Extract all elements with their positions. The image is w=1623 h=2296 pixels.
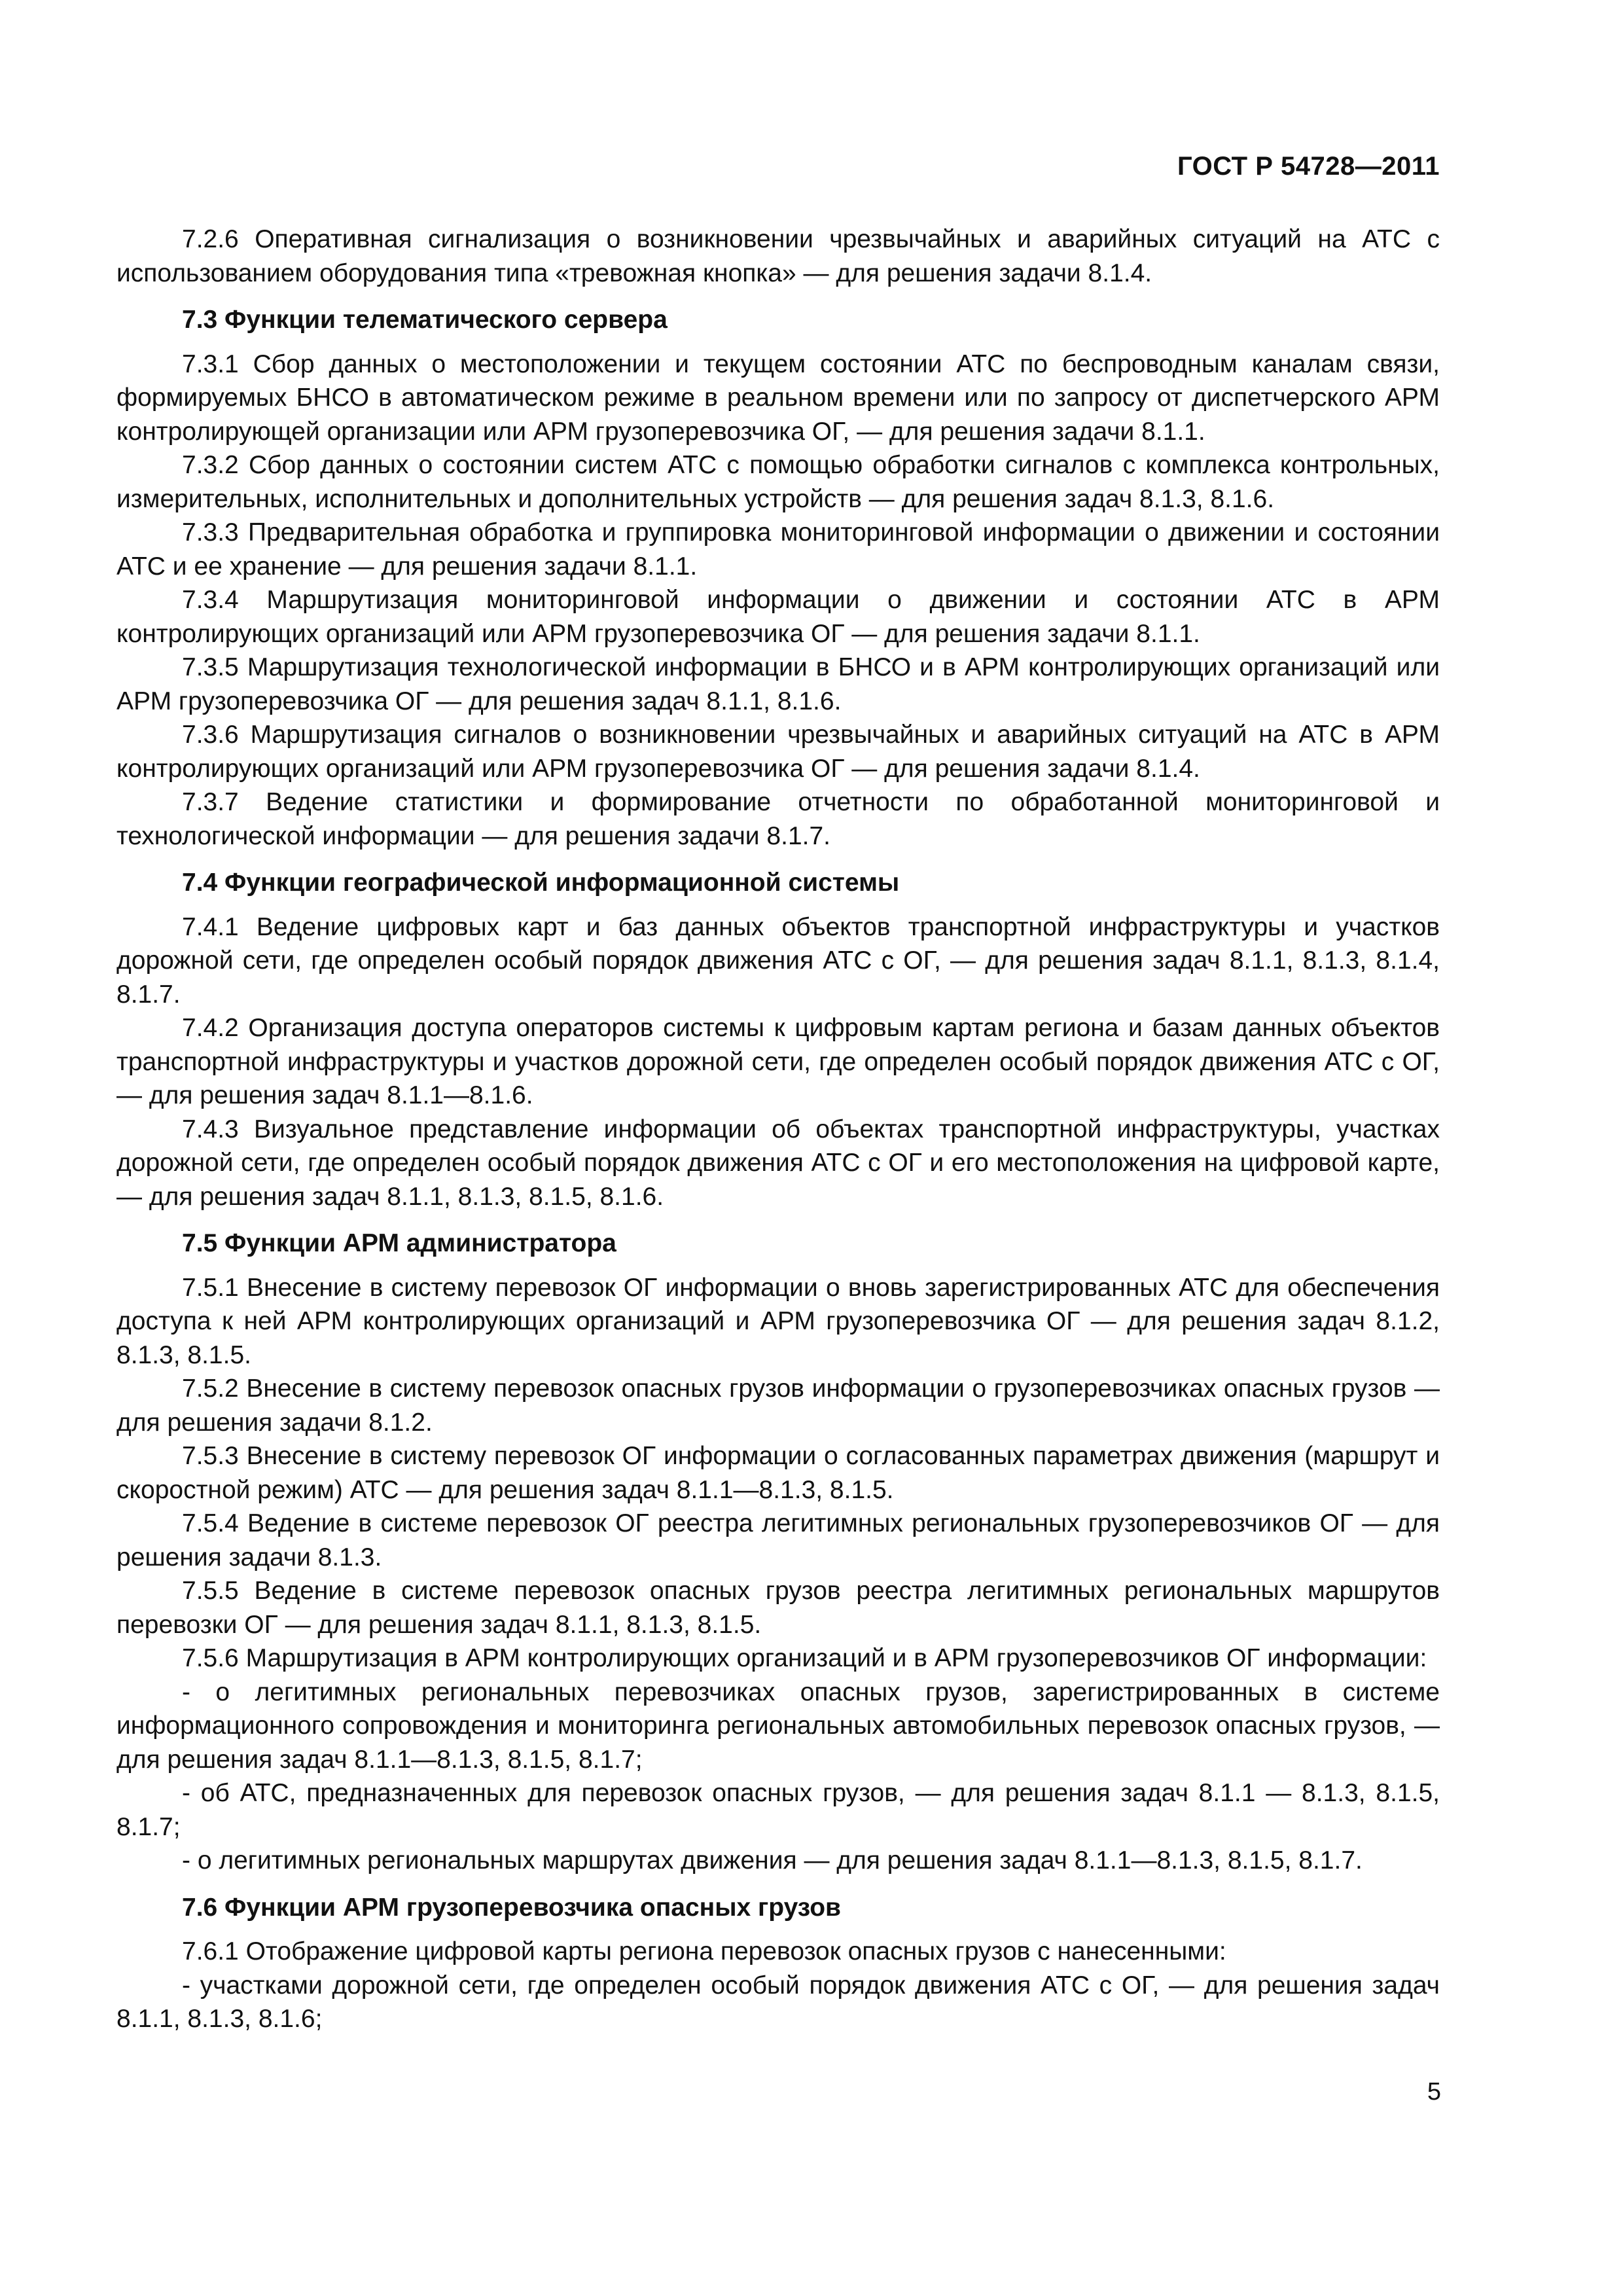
paragraph-7-3-4: 7.3.4 Маршрутизация мониторинговой информации о движении и состоянии АТС в АРМ контролирующих организаций или АРМ грузоперевозчика ОГ — для решения задачи 8.1.1. (116, 586, 1440, 648)
paragraph-7-3-3: 7.3.3 Предварительная обработка и группировка мониторинговой информации о движении и состоянии АТС и ее хранение — для решения задачи 8.1.1. (116, 518, 1440, 581)
section-heading-7-3: 7.3 Функции телематического сервера (182, 306, 668, 334)
document-body (116, 223, 1440, 2036)
paragraph-7-3-7: 7.3.7 Ведение статистики и формирование отчетности по обработанной мониторинговой и технологической информации — для решения задачи 8.1.7. (116, 788, 1440, 850)
list-item-7-5-6-a: - о легитимных региональных перевозчиках опасных грузов, зарегистрированных в системе информационного сопровождения и мониторинга региональных автомобильных перевозок опасных грузов, — для решения задач 8.1.1—8.1.3, 8.1.5, 8.1.7; (116, 1677, 1440, 1774)
paragraph-7-4-2: 7.4.2 Организация доступа операторов системы к цифровым картам региона и базам данных объектов транспортной инфраструктуры и участков дорожной сети, где определен особый порядок движения АТС с ОГ, — для решения задач 8.1.1—8.1.6. (116, 1014, 1440, 1109)
paragraph-7-5-5: 7.5.5 Ведение в системе перевозок опасных грузов реестра легитимных региональных маршрутов перевозки ОГ — для решения задач 8.1.1, 8.1.3, 8.1.5. (116, 1577, 1440, 1639)
list-item-7-5-6-b: - об АТС, предназначенных для перевозок опасных грузов, — для решения задач 8.1.1 — 8.1.3, 8.1.5, 8.1.7; (116, 1779, 1440, 1841)
paragraph-7-2-6: 7.2.6 Оперативная сигнализация о возникновении чрезвычайных и аварийных ситуаций на АТС с использованием оборудования типа «тревожная кнопка» — для решения задачи 8.1.4. (116, 225, 1440, 287)
section-heading-7-6: 7.6 Функции АРМ грузоперевозчика опасных грузов (182, 1893, 841, 1922)
section-heading-7-4: 7.4 Функции географической информационной системы (182, 869, 900, 897)
list-item-7-6-1-a: - участками дорожной сети, где определен особый порядок движения АТС с ОГ, — для решения задач 8.1.1, 8.1.3, 8.1.6; (116, 1971, 1440, 2033)
paragraph-7-5-6: 7.5.6 Маршрутизация в АРМ контролирующих организаций и в АРМ грузоперевозчиков ОГ информации: (182, 1644, 1427, 1672)
paragraph-7-5-1: 7.5.1 Внесение в систему перевозок ОГ информации о вновь зарегистрированных АТС для обеспечения доступа к ней АРМ контролирующих организаций и АРМ грузоперевозчика ОГ — для решения задач 8.1.2, 8.1.3, 8.1.5. (116, 1273, 1440, 1369)
page-number: 5 (1427, 2078, 1441, 2106)
list-item-7-5-6-c: - о легитимных региональных маршрутах движения — для решения задач 8.1.1—8.1.3, 8.1.5, 8.1.7. (182, 1846, 1363, 1874)
paragraph-7-3-6: 7.3.6 Маршрутизация сигналов о возникновении чрезвычайных и аварийных ситуаций на АТС в АРМ контролирующих организаций или АРМ грузоперевозчика ОГ — для решения задачи 8.1.4. (116, 721, 1440, 783)
paragraph-7-5-3: 7.5.3 Внесение в систему перевозок ОГ информации о согласованных параметрах движения (маршрут и скоростной режим) АТС — для решения задач 8.1.1—8.1.3, 8.1.5. (116, 1442, 1440, 1504)
paragraph-7-4-1: 7.4.1 Ведение цифровых карт и баз данных объектов транспортной инфраструктуры и участков дорожной сети, где определен особый порядок движения АТС с ОГ, — для решения задач 8.1.1, 8.1.3, 8.1.4, 8.1.7. (116, 912, 1440, 1009)
paragraph-7-4-3: 7.4.3 Визуальное представление информации об объектах транспортной инфраструктуры, участках дорожной сети, где определен особый порядок движения АТС с ОГ и его местоположения на цифровой карте, — для решения задач 8.1.1, 8.1.3, 8.1.5, 8.1.6. (116, 1115, 1440, 1211)
paragraph-7-3-1: 7.3.1 Сбор данных о местоположении и текущем состоянии АТС по беспроводным каналам связи, формируемых БНСО в автоматическом режиме в реальном времени или по запросу от диспетчерского АРМ контролирующей организации или АРМ грузоперевозчика ОГ, — для решения задачи 8.1.1. (116, 350, 1440, 446)
paragraph-7-5-4: 7.5.4 Ведение в системе перевозок ОГ реестра легитимных региональных грузоперевозчиков ОГ — для решения задачи 8.1.3. (116, 1509, 1440, 1571)
document-code-header: ГОСТ Р 54728—2011 (1177, 152, 1440, 181)
section-heading-7-5: 7.5 Функции АРМ администратора (182, 1229, 616, 1257)
paragraph-7-6-1: 7.6.1 Отображение цифровой карты региона перевозок опасных грузов с нанесенными: (182, 1937, 1226, 1965)
paragraph-7-3-5: 7.3.5 Маршрутизация технологической информации в БНСО и в АРМ контролирующих организаций или АРМ грузоперевозчика ОГ — для решения задач 8.1.1, 8.1.6. (116, 653, 1440, 715)
paragraph-7-5-2: 7.5.2 Внесение в систему перевозок опасных грузов информации о грузоперевозчиках опасных грузов — для решения задачи 8.1.2. (116, 1374, 1440, 1437)
paragraph-7-3-2: 7.3.2 Сбор данных о состоянии систем АТС с помощью обработки сигналов с комплекса контрольных, измерительных, исполнительных и дополнительных устройств — для решения задач 8.1.3, 8.1.6. (116, 451, 1440, 513)
